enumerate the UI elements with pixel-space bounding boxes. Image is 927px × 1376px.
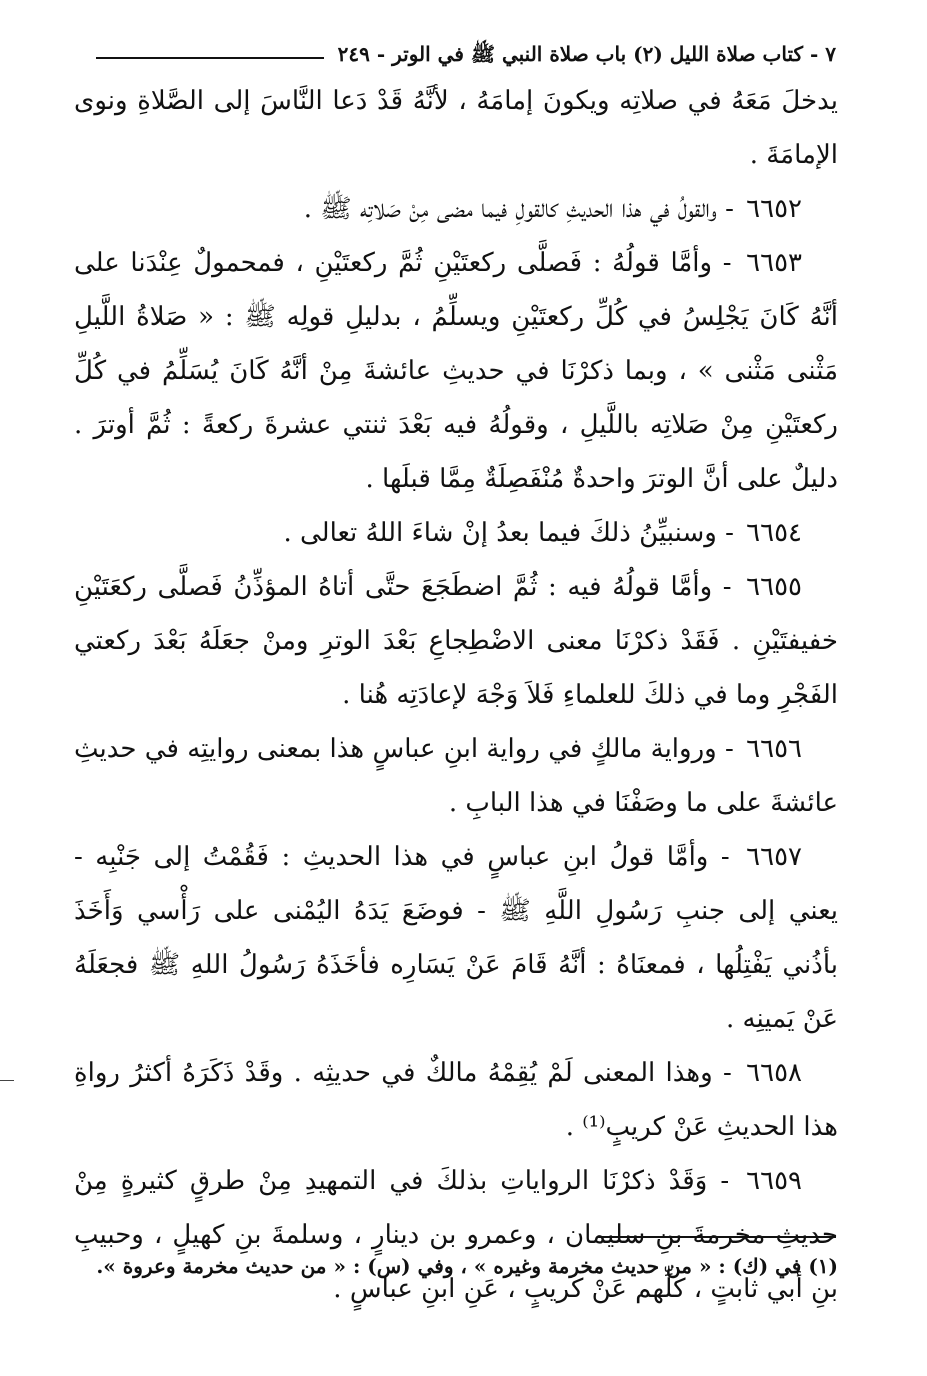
paragraph-text: - وأمَّا قولُ ابنِ عباسٍ في هذا الحديثِ : فَقُمْتُ إلى جَنْبِه - يعني إلى جنبِ رَسُولِ اللَّهِ ﷺ - فوضَعَ يَدَهُ اليُمْنى على رَأْسي وَأَخَذَ بأذُني يَفْتِلُها ، فمعنَاهُ : أنَّهُ قَامَ عَنْ يَسَارِه فأخَذَهُ رَسُولُ اللهِ ﷺ فجعَلَهُ عَنْ يَمينِه . <box>74 842 838 1034</box>
paragraph-number: ٦٦٥٣ <box>746 248 803 278</box>
paragraph-text: يدخلَ مَعَهُ في صلاتِه ويكونَ إمامَهُ ، لأنَّهُ قَدْ دَعا النَّاسَ إلى الصَّلاةِ ونوى الإمامَةَ . <box>74 86 838 170</box>
footnote-rule <box>598 1236 836 1238</box>
margin-mark <box>0 1080 14 1081</box>
paragraph-text: - وأمَّا قولُهُ : فَصلَّى ركعتَيْنِ ثُمَّ ركعتَيْنِ ، فمحمولٌ عِنْدَنا على أنَّهُ كَانَ يَجْلِسُ في كُلِّ ركعتَيْنِ ويسلِّمُ ، بدليلِ قولِه ﷺ : « صَلاةُ اللَّيلِ مَثْنى مَثْنى » ، وبما ذكرْنَا في حديثِ عائشةَ مِنْ أنَّهُ كَانَ يُسَلِّمُ في كُلِّ ركعتَيْنِ مِنْ صَلاتِه باللَّيلِ ، وقولُهُ فيه بَعْدَ ثنتي عشرةَ ركعةً : ثُمَّ أوترَ . دليلٌ على أنَّ الوترَ واحدةٌ مُنْفَصِلَةٌ مِمَّا قبلَها . <box>74 248 838 494</box>
paragraph-text: - والقولُ في هذا الحديثِ كالقولِ فيما مضى مِنْ صَلاتِه ﷺ . <box>303 194 734 224</box>
body-text <box>74 74 838 1316</box>
paragraph-6658 <box>74 1046 838 1154</box>
paragraph-6654 <box>74 506 838 560</box>
paragraph-6652 <box>74 182 838 236</box>
paragraph-number: ٦٦٥٢ <box>746 194 802 224</box>
paragraph-number: ٦٦٥٦ <box>746 734 802 764</box>
paragraph-6656 <box>74 722 838 830</box>
paragraph-number: ٦٦٥٩ <box>746 1166 803 1196</box>
paragraph-number: ٦٦٥٨ <box>746 1058 803 1088</box>
header-rule <box>96 57 324 59</box>
paragraph-6659 <box>74 1154 838 1316</box>
paragraph-6657 <box>74 830 838 1046</box>
running-header <box>96 40 836 72</box>
paragraph-text: - وأمَّا قولُهُ فيه : ثُمَّ اضطَجَعَ حتَّى أتاهُ المؤذِّنُ فَصلَّى ركعَتَيْنِ خفيفتَيْنِ . فَقَدْ ذكرْنَا معنى الاضْطِجاعِ بَعْدَ الوترِ ومنْ جعَلَهُ بَعْدَ ركعتي الفَجْرِ وما في ذلكَ للعلماءِ فَلاَ وَجْهَ لإعادَتِه هُنا . <box>74 572 838 710</box>
footnote <box>74 1248 838 1284</box>
footnote-text: (١) في (ك) : « من حديث مخرمة وغيره » ، وفي (س) : « من حديث مخرمة وعروة ». <box>96 1254 838 1278</box>
paragraph-number: ٦٦٥٥ <box>746 572 803 602</box>
paragraph-6655 <box>74 560 838 722</box>
paragraph-continuation <box>74 74 838 182</box>
paragraph-number: ٦٦٥٧ <box>746 842 803 872</box>
paragraph-text: - وسنبيِّنُ ذلكَ فيما بعدُ إنْ شاءَ اللهُ تعالى . <box>283 518 734 548</box>
paragraph-number: ٦٦٥٤ <box>746 518 802 548</box>
paragraph-6653 <box>74 236 838 506</box>
header-text: ٧ - كتاب صلاة الليل (٢) باب صلاة النبي ﷺ في الوتر - ٢٤٩ <box>337 41 836 66</box>
paragraph-text: - وهذا المعنى لَمْ يُقِمْهُ مالكٌ في حديثِه . وقَدْ ذَكَرَهُ أكثرُ رواةِ هذا الحديثِ عَنْ كريبٍ⁽¹⁾ . <box>74 1058 838 1142</box>
paragraph-text: - ورواية مالكٍ في رواية ابنِ عباسٍ هذا بمعنى روايتِه في حديثِ عائشةَ على ما وصَفْنَا في هذا البابِ . <box>74 734 838 818</box>
paragraph-text: - وَقَدْ ذكرْنَا الرواياتِ بذلكَ في التمهيدِ مِنْ طرقٍ كثيرةٍ مِنْ حديثِ مخرمةَ بنِ سليمان ، وعمرو بن دينارٍ ، وسلمةَ بنِ كهيلٍ ، وحبيبِ بنِ أبي ثابتٍ ، كلِّهم عَنْ كريبٍ ، عَنِ ابنِ عباسٍ . <box>74 1166 838 1304</box>
